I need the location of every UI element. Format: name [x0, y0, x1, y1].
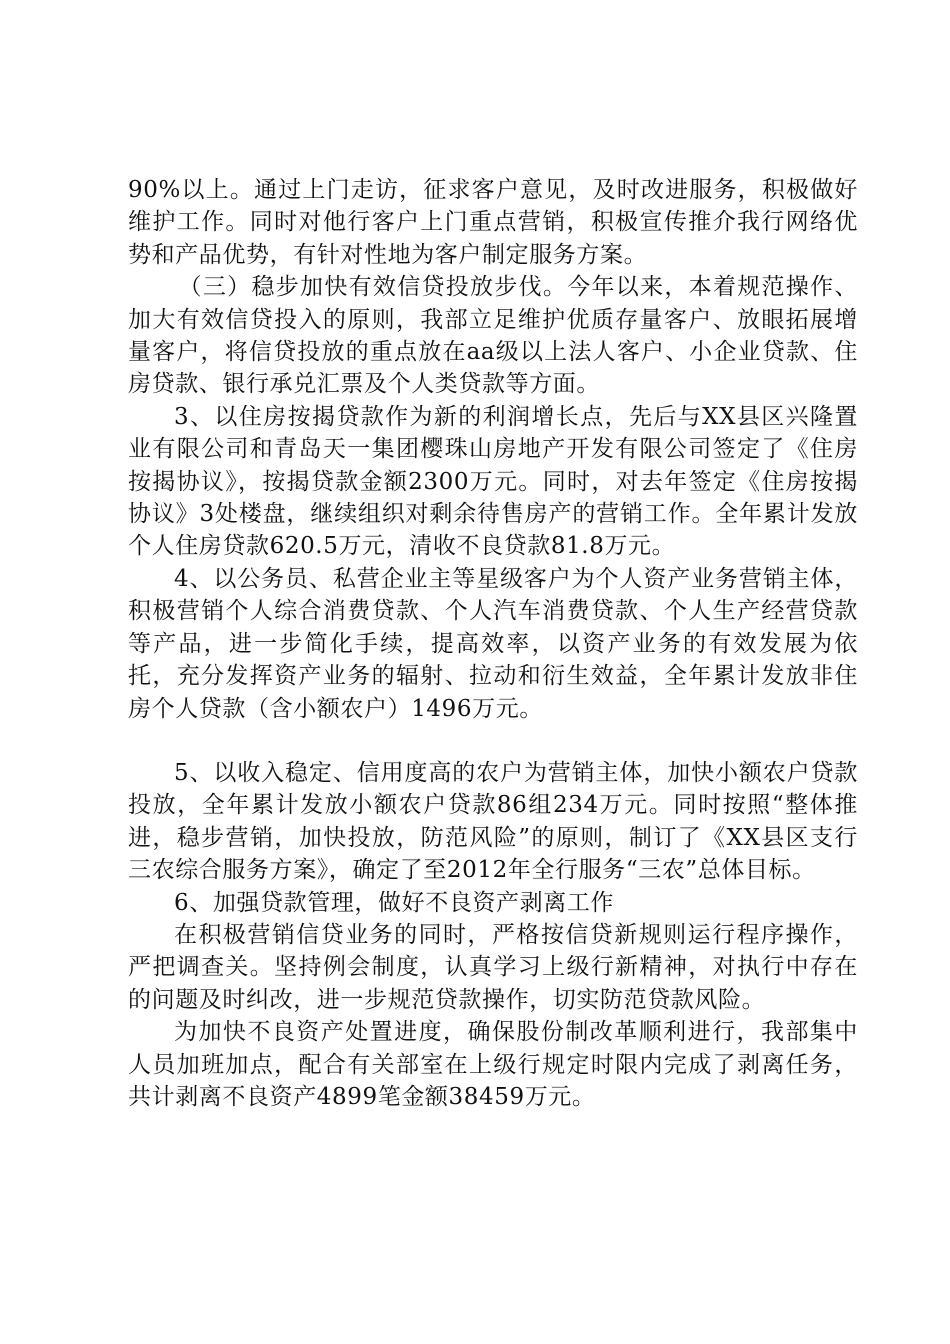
paragraph-personal-asset-business: 4、以公务员、私营企业主等星级客户为个人资产业务营销主体，积极营销个人综合消费贷款、个人汽车消费贷款、个人生产经营贷款等产品，进一步简化手续，提高效率，以资产业务的有效发展为依托，充分发挥资产业务的辐射、拉动和衍生效益，全年累计发放非住房个人贷款（含小额农户）1496万元。	[128, 565, 858, 722]
paragraph-farmer-loans: 5、以收入稳定、信用度高的农户为营销主体，加快小额农户贷款投放，全年累计发放小额农户贷款86组234万元。同时按照“整体推进，稳步营销，加快投放，防范风险”的原则，制订了《XX县区支行三农综合服务方案》，确定了至2012年全行服务“三农”总体目标。	[128, 759, 858, 884]
paragraph-credit-expansion: （三）稳步加快有效信贷投放步伐。今年以来，本着规范操作、加大有效信贷投入的原则，我部立足维护优质存量客户、放眼拓展增量客户，将信贷投放的重点放在aa级以上法人客户、小企业贷款、住房贷款、银行承兑汇票及个人类贷款等方面。	[128, 274, 858, 398]
paragraph-service-maintenance: 90%以上。通过上门走访，征求客户意见，及时改进服务，积极做好维护工作。同时对他行客户上门重点营销，积极宣传推介我行网络优势和产品优势，有针对性地为客户制定服务方案。	[128, 177, 858, 268]
paragraph-credit-operations: 在积极营销信贷业务的同时，严格按信贷新规则运行程序操作，严把调查关。坚持例会制度，认真学习上级行新精神，对执行中存在的问题及时纠改，进一步规范贷款操作，切实防范贷款风险。	[128, 921, 858, 1013]
paragraph-loan-management-heading: 6、加强贷款管理，做好不良资产剥离工作	[174, 889, 615, 916]
paragraph-asset-stripping: 为加快不良资产处置进度，确保股份制改革顺利进行，我部集中人员加班加点，配合有关部室在上级行规定时限内完成了剥离任务，共计剥离不良资产4899笔金额38459万元。	[128, 1019, 858, 1110]
document-body	[128, 174, 858, 1113]
paragraph-housing-loans: 3、以住房按揭贷款作为新的利润增长点，先后与XX县区兴隆置业有限公司和青岛天一集团樱珠山房地产开发有限公司签定了《住房按揭协议》，按揭贷款金额2300万元。同时，对去年签定《住房按揭协议》3处楼盘，继续组织对剩余待售房产的营销工作。全年累计发放个人住房贷款620.5万元，清收不良贷款81.8万元。	[128, 403, 858, 560]
